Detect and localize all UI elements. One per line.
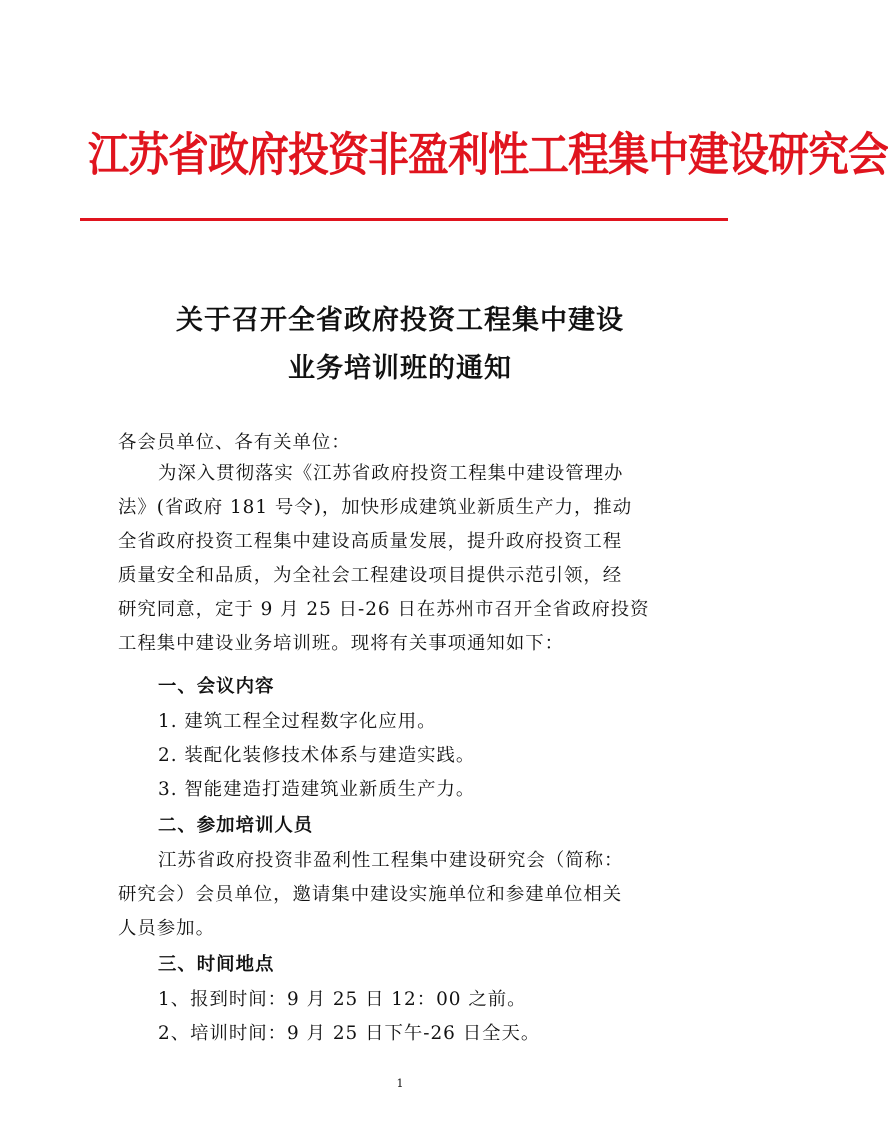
intro-line: 为深入贯彻落实《江苏省政府投资工程集中建设管理办 <box>158 463 624 484</box>
section-heading-participants: 二、参加培训人员 <box>158 815 314 836</box>
salutation: 各会员单位、各有关单位： <box>118 432 351 453</box>
list-item: 1. 建筑工程全过程数字化应用。 <box>158 711 437 732</box>
intro-line: 工程集中建设业务培训班。现将有关事项通知如下： <box>118 633 564 654</box>
participants-line: 研究会）会员单位，邀请集中建设实施单位和参建单位相关 <box>118 884 623 905</box>
list-item: 3. 智能建造打造建筑业新质生产力。 <box>158 779 476 800</box>
document-title-line-2: 业务培训班的通知 <box>288 353 512 384</box>
list-item: 2、培训时间：9 月 25 日下午-26 日全天。 <box>158 1023 541 1044</box>
section-heading-time-place: 三、时间地点 <box>158 954 275 975</box>
participants-line: 人员参加。 <box>118 918 215 939</box>
participants-line: 江苏省政府投资非盈利性工程集中建设研究会（简称： <box>158 850 624 871</box>
letterhead-org-name: 江苏省政府投资非盈利性工程集中建设研究会 <box>88 128 888 182</box>
intro-line: 法》(省政府 181 号令)，加快形成建筑业新质生产力，推动 <box>118 497 633 518</box>
list-item: 2. 装配化装修技术体系与建造实践。 <box>158 745 476 766</box>
letterhead-divider <box>80 218 728 221</box>
intro-line: 质量安全和品质，为全社会工程建设项目提供示范引领，经 <box>118 565 623 586</box>
page-number: 1 <box>396 1077 404 1090</box>
document-title-line-1: 关于召开全省政府投资工程集中建设 <box>176 305 624 336</box>
section-heading-meeting-content: 一、会议内容 <box>158 676 275 697</box>
list-item: 1、报到时间：9 月 25 日 12：00 之前。 <box>158 989 527 1010</box>
intro-line: 全省政府投资工程集中建设高质量发展，提升政府投资工程 <box>118 531 623 552</box>
intro-line: 研究同意，定于 9 月 25 日-26 日在苏州市召开全省政府投资 <box>118 599 650 620</box>
